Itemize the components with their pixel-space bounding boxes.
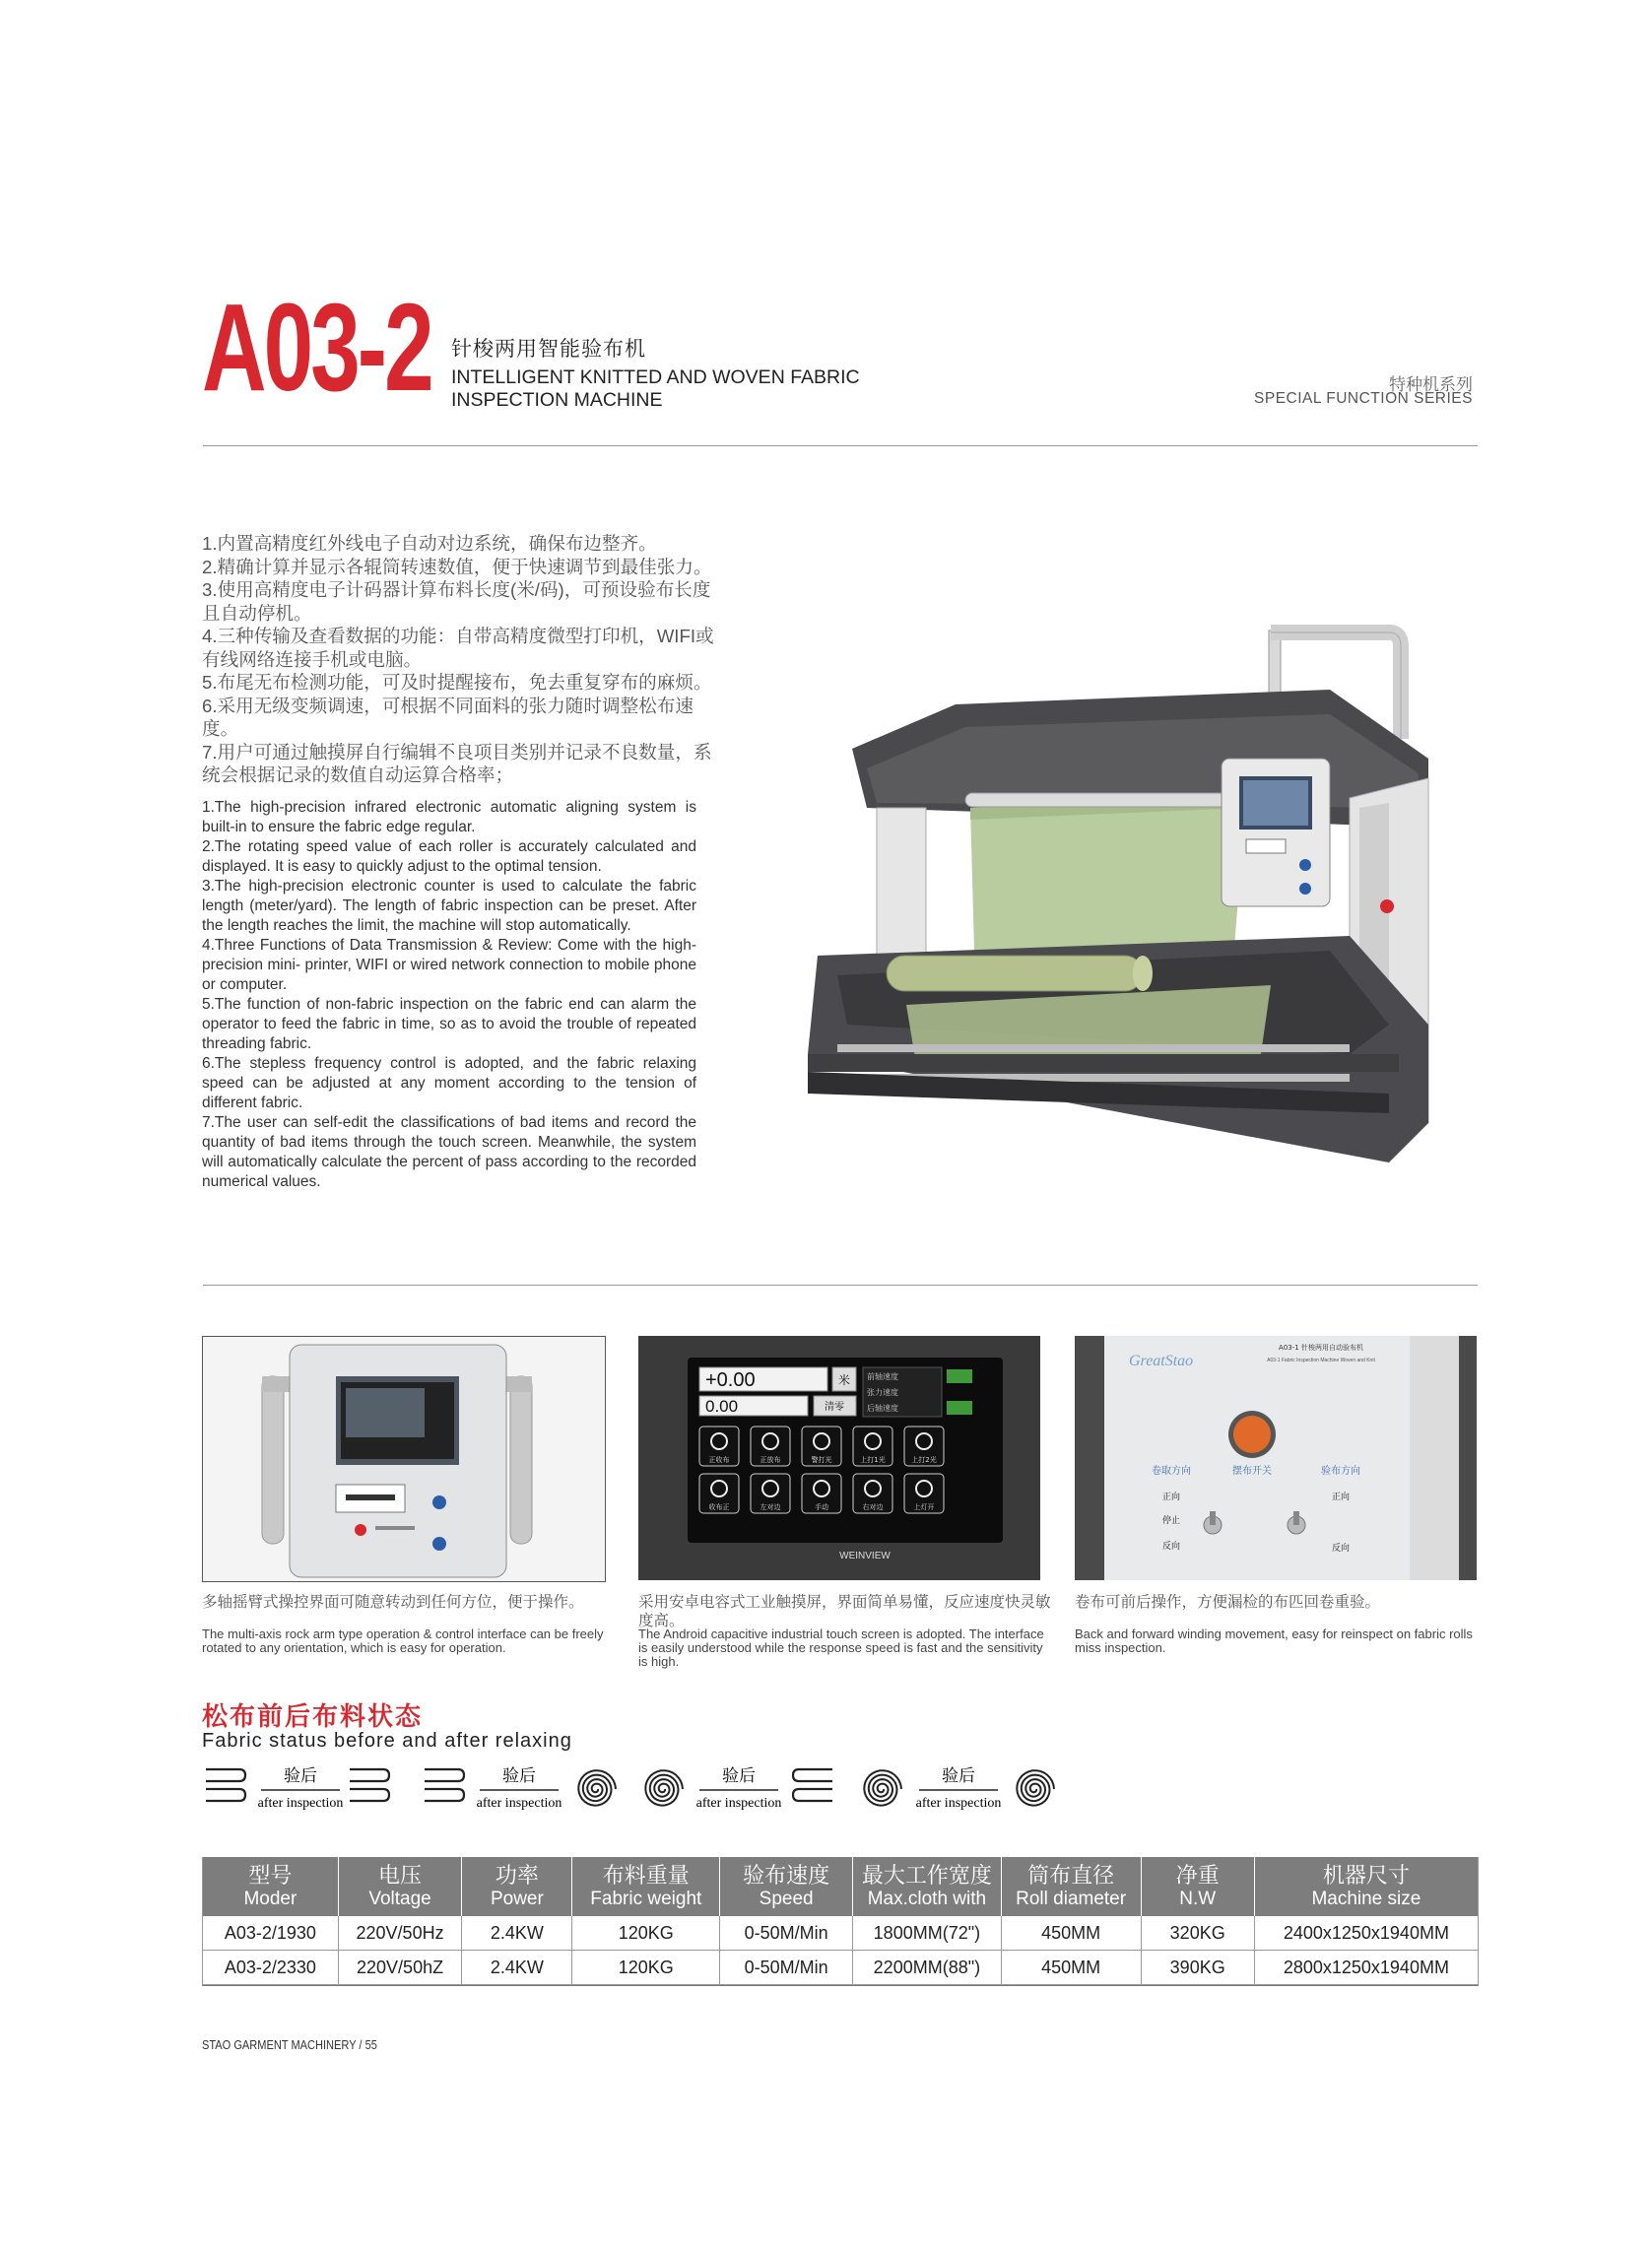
- function-label: 右对边: [862, 1503, 884, 1511]
- feature-cn-item: 2.精确计算并显示各辊筒转速数值，便于快速调节到最佳张力。: [202, 556, 712, 577]
- spec-cell: 2400x1250x1940MM: [1283, 1922, 1449, 1943]
- feature-en-item: 3.The high-precision electronic counter is used to calculate the fabric length (meter/yard). The length of fabric inspection can be preset. After the length reaches the limit, the machine will stop automatically.: [202, 878, 696, 934]
- spec-header-cell: [338, 1857, 461, 1916]
- feature-cn-item: 7.用户可通过触摸屏自行编辑不良项目类别并记录不良数量，系统会根据记录的数值自动运算合格率；: [202, 741, 712, 785]
- relax-label-en: after inspection: [695, 1796, 782, 1811]
- feature-en-item: 2.The rotating speed value of each roller is accurately calculated and displayed. It is easy to quickly adjust to the optimal tension.: [202, 838, 696, 875]
- relax-title-en: Fabric status before and after relaxing: [202, 1730, 572, 1752]
- relax-label-cn: 验后: [942, 1766, 975, 1786]
- panel-touchscreen: [638, 1336, 1040, 1580]
- folded-fabric-icon: [793, 1769, 832, 1801]
- spec-header-en: Fabric weight: [590, 1889, 702, 1909]
- panel-control-arm: [202, 1336, 606, 1582]
- product-title-en-line2: INSPECTION MACHINE: [451, 389, 663, 411]
- spec-header-cell: [720, 1857, 853, 1916]
- spec-header-en: Roll diameter: [1016, 1889, 1127, 1909]
- folded-fabric-icon: [425, 1769, 464, 1801]
- folded-fabric-icon: [206, 1769, 245, 1801]
- panel1-caption-en: The multi-axis rock arm type operation & control interface can be freely rotated to any orientation, which is easy for operation.: [202, 1626, 604, 1655]
- relax-label-en: after inspection: [915, 1796, 1002, 1811]
- spec-cell: 120KG: [572, 1951, 720, 1985]
- screen-brand: WEINVIEW: [839, 1551, 891, 1561]
- spec-header-cn: 净重: [1175, 1863, 1220, 1888]
- spec-header-row: [203, 1857, 1478, 1916]
- spec-cell: 220V/50Hz: [338, 1916, 461, 1951]
- screen-value1: +0.00: [705, 1369, 756, 1391]
- feature-cn-item: 3.使用高精度电子计码器计算布料长度(米/码)，可预设验布长度且自动停机。: [202, 579, 711, 624]
- plate-brand: GreatStao: [1129, 1353, 1194, 1369]
- function-label: 手动: [815, 1503, 828, 1511]
- function-label: 正放布: [760, 1456, 781, 1464]
- spec-cell: 1800MM(72"): [853, 1916, 1001, 1951]
- plate-forward: 正向: [1161, 1493, 1181, 1502]
- panel2-caption-en: The Android capacitive industrial touch screen is adopted. The interface is easily understood while the response speed is fast and the sensitivity is high.: [638, 1626, 1044, 1669]
- relax-diagram: [202, 1761, 1059, 1817]
- spec-header-cell: [1141, 1857, 1254, 1916]
- rolled-fabric-icon: [578, 1770, 616, 1805]
- spec-cell: 390KG: [1141, 1951, 1254, 1985]
- relax-label-cn: 验后: [284, 1766, 317, 1786]
- header-divider: [203, 445, 1478, 446]
- spec-header-cell: [1001, 1857, 1141, 1916]
- spec-header-en: Machine size: [1311, 1889, 1421, 1909]
- spec-cell: 2200MM(88"): [853, 1951, 1001, 1985]
- spec-cell: 0-50M/Min: [720, 1916, 853, 1951]
- function-label: 上打1光: [860, 1456, 886, 1464]
- rolled-fabric-icon: [864, 1770, 901, 1805]
- spec-row: [203, 1951, 1478, 1985]
- section-divider: [203, 1285, 1478, 1286]
- feature-en-item: 6.The stepless frequency control is adopted, and the fabric relaxing speed can be adjusted at any moment according to the tension of different fabric.: [202, 1055, 696, 1111]
- features-en: [202, 798, 696, 1192]
- function-label: 收布正: [708, 1503, 730, 1511]
- spec-header-cn: 电压: [378, 1863, 423, 1888]
- product-title-cn: 针梭两用智能验布机: [451, 338, 646, 361]
- plate-reverse-right: 反向: [1331, 1544, 1351, 1554]
- spec-header-cell: [1254, 1857, 1478, 1916]
- spec-cell: 2.4KW: [462, 1916, 572, 1951]
- screen-clear-button: 清零: [825, 1402, 844, 1413]
- features-cn: [202, 532, 714, 787]
- screen-row-label: 张力速度: [867, 1388, 898, 1397]
- spec-table-wrapper: [202, 1857, 1479, 1986]
- product-title-en-line1: INTELLIGENT KNITTED AND WOVEN FABRIC: [451, 366, 860, 388]
- spec-header-en: Max.cloth with: [867, 1889, 987, 1909]
- relax-label-en: after inspection: [476, 1796, 562, 1811]
- feature-en-item: 7.The user can self-edit the classifications of bad items and record the quantity of bad items through the touch screen. Meanwhile, the system will automatically calculate the percent of pass according to the recorded numerical values.: [202, 1114, 696, 1190]
- relax-title-cn: 松布前后布料状态: [202, 1701, 424, 1731]
- spec-header-en: Moder: [243, 1889, 297, 1909]
- relax-label-cn: 验后: [722, 1766, 756, 1786]
- spec-cell: 0-50M/Min: [720, 1951, 853, 1985]
- function-label: 左对边: [760, 1503, 781, 1511]
- spec-header-cn: 型号: [248, 1863, 293, 1888]
- spec-header-cn: 布料重量: [602, 1863, 690, 1888]
- feature-cn-item: 1.内置高精度红外线电子自动对边系统，确保布边整齐。: [202, 533, 657, 554]
- spec-cell: 120KG: [572, 1916, 720, 1951]
- spec-cell: 2.4KW: [462, 1951, 572, 1985]
- spec-header-en: Voltage: [368, 1889, 431, 1909]
- function-label: 上打2光: [911, 1456, 937, 1464]
- relax-label-cn: 验后: [502, 1766, 536, 1786]
- feature-cn-item: 4.三种传输及查看数据的功能：自带高精度微型打印机，WIFI或有线网络连接手机或电脑。: [202, 626, 714, 670]
- panel3-caption-en: Back and forward winding movement, easy for reinspect on fabric rolls miss inspection.: [1075, 1626, 1473, 1655]
- spec-header-en: Speed: [759, 1889, 814, 1909]
- plate-forward-right: 正向: [1331, 1493, 1351, 1502]
- panel2-caption-cn: 采用安卓电容式工业触摸屏，界面简单易懂，反应速度快灵敏度高。: [638, 1594, 1051, 1629]
- spec-cell: 450MM: [1001, 1916, 1141, 1951]
- function-label: 警打光: [811, 1456, 832, 1464]
- rolled-fabric-icon: [1017, 1770, 1054, 1805]
- plate-label-mid: 摆布开关: [1232, 1466, 1272, 1477]
- screen-row-label: 后轴速度: [867, 1404, 898, 1413]
- screen-value2: 0.00: [705, 1397, 739, 1416]
- spec-cell: 220V/50hZ: [338, 1951, 461, 1985]
- plate-label-left: 卷取方向: [1152, 1466, 1191, 1477]
- model-code: A03-2: [202, 278, 431, 417]
- plate-stop: 停止: [1161, 1516, 1181, 1526]
- spec-header-cn: 功率: [495, 1863, 539, 1888]
- spec-header-cn: 验布速度: [743, 1863, 830, 1888]
- panel1-caption-cn: 多轴摇臂式操控界面可随意转动到任何方位，便于操作。: [202, 1594, 584, 1611]
- spec-header-cn: 最大工作宽度: [861, 1863, 992, 1888]
- product-title-en: [451, 366, 914, 412]
- folded-fabric-icon: [350, 1769, 389, 1801]
- spec-header-en: N.W: [1179, 1889, 1217, 1909]
- spec-header-cn: 机器尺寸: [1322, 1863, 1410, 1888]
- relax-label-en: after inspection: [257, 1796, 344, 1811]
- spec-header-cell: [203, 1857, 338, 1916]
- feature-en-item: 1.The high-precision infrared electronic automatic aligning system is built-in to ensure the fabric edge regular.: [202, 799, 696, 835]
- feature-en-item: 5.The function of non-fabric inspection on the fabric end can alarm the operator to feed the fabric in time, so as to avoid the trouble of repeated threading fabric.: [202, 996, 696, 1052]
- machine-photo: [798, 611, 1448, 1222]
- spec-cell: A03-2/2330: [203, 1951, 338, 1985]
- page-footer: STAO GARMENT MACHINERY / 55: [202, 2037, 377, 2052]
- function-label: 上灯开: [913, 1503, 935, 1511]
- spec-cell: 450MM: [1001, 1951, 1141, 1985]
- spec-cell: A03-2/1930: [203, 1916, 338, 1951]
- plate-label-right: 验布方向: [1321, 1466, 1360, 1477]
- series-label-en: SPECIAL FUNCTION SERIES: [1254, 390, 1473, 407]
- panel3-caption-cn: 卷布可前后操作，方便漏检的布匹回卷重验。: [1075, 1594, 1381, 1611]
- spec-row: [203, 1916, 1478, 1951]
- rolled-fabric-icon: [645, 1770, 683, 1805]
- screen-unit-button: 米: [837, 1373, 851, 1387]
- spec-header-en: Power: [490, 1889, 544, 1909]
- series-label-cn: 特种机系列: [1389, 375, 1473, 394]
- spec-header-cn: 筒布直径: [1027, 1863, 1115, 1888]
- panel-direction-switch: [1075, 1336, 1477, 1580]
- spec-cell: 2800x1250x1940MM: [1283, 1957, 1449, 1977]
- spec-header-cell: [572, 1857, 720, 1916]
- function-label: 正收布: [708, 1456, 730, 1464]
- plate-reverse: 反向: [1161, 1542, 1181, 1552]
- spec-header-cell: [462, 1857, 572, 1916]
- feature-cn-item: 6.采用无级变频调速，可根据不同面料的张力随时调整松布速度。: [202, 695, 694, 739]
- spec-header-cell: [853, 1857, 1001, 1916]
- plate-title: A03-1 针梭两用自动验布机: [1279, 1344, 1363, 1352]
- screen-row-label: 前轴速度: [867, 1372, 898, 1381]
- feature-cn-item: 5.布尾无布检测功能，可及时提醒接布，免去重复穿布的麻烦。: [202, 672, 712, 693]
- feature-en-item: 4.Three Functions of Data Transmission & Review: Come with the high-precision mini- printer, WIFI or wired network connection to mobile phone or computer.: [202, 937, 696, 993]
- spec-table: [203, 1857, 1478, 1985]
- spec-cell: 320KG: [1141, 1916, 1254, 1951]
- plate-subtitle: A03-1 Fabric Inspection Machine Woven and Knit: [1267, 1358, 1375, 1363]
